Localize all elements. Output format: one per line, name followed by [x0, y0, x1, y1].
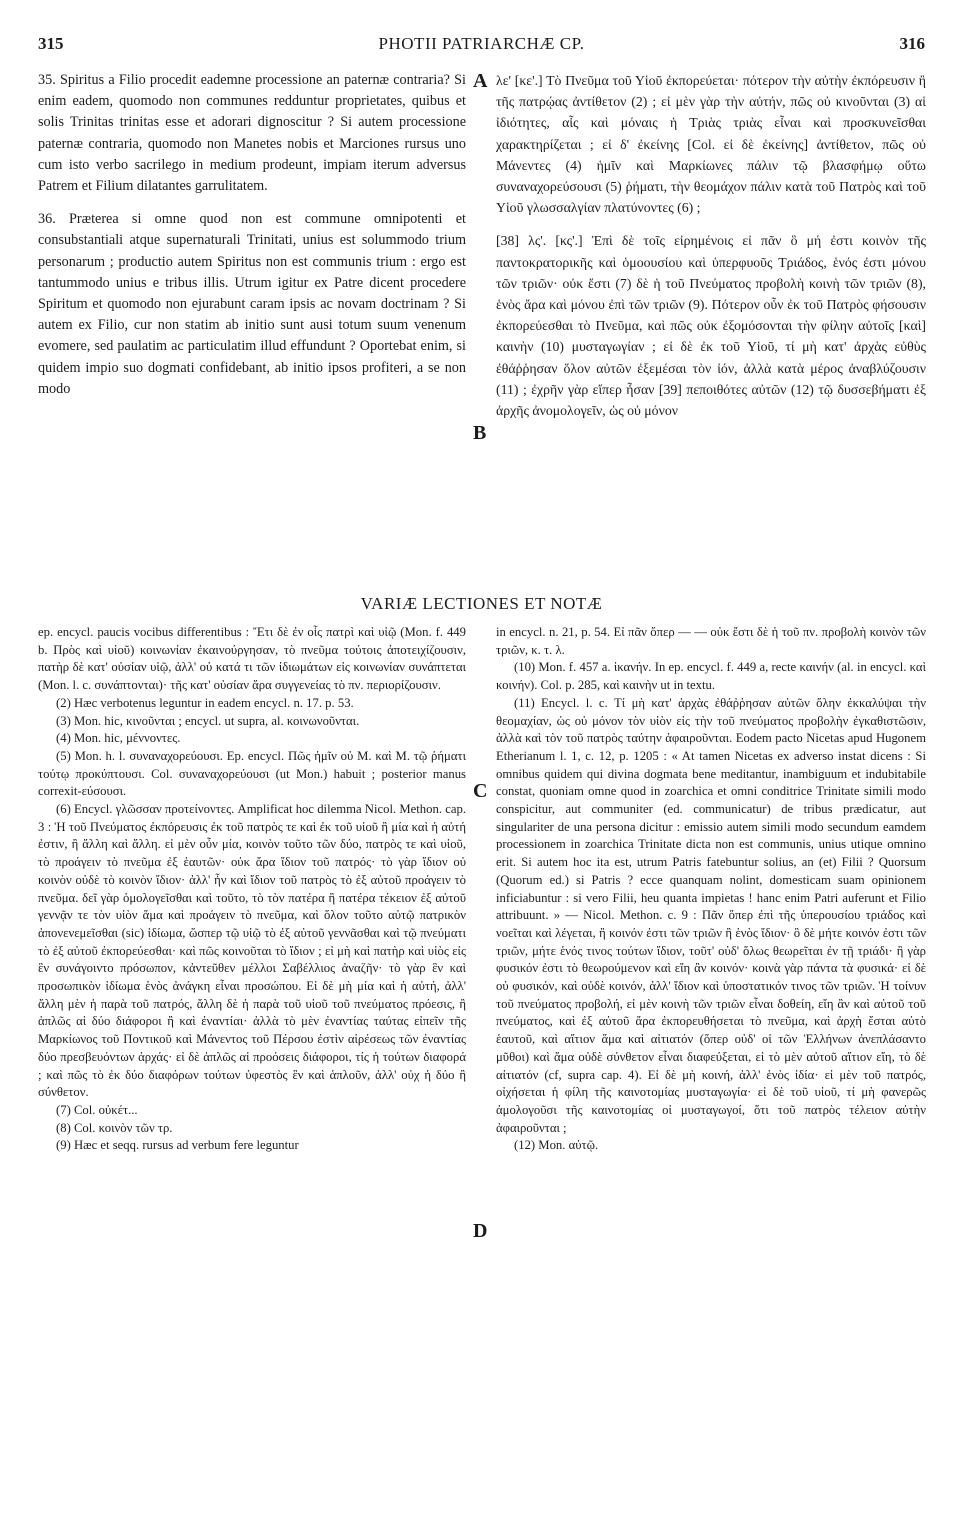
- page-number-left: 315: [38, 34, 64, 53]
- footnote: (12) Mon. αὐτῷ.: [514, 1138, 599, 1153]
- notes-left-column: [38, 624, 466, 1530]
- notes-heading: VARIÆ LECTIONES ET NOTÆ: [360, 594, 603, 613]
- footnote: ep. encycl. paucis vocibus differentibus : Ἔτι δὲ ἐν οἷς πατρὶ καὶ υἱῷ (Mon. f. 449 b. Πρὸς καὶ υἱοῦ) κοινωνίαν ἐκαινούργησαν, τὸ πνεῦμα τούτοις ἀποτειχίζουσιν, πατὴρ δὲ κατ' οὐσίαν υἱῷ, ἀλλ' οὐ κατά τι τῶν ἰδιωμάτων εἰς κοινωνίαν συνάπτεται (Mon. l. c. συνάπτονται)· τῆς κατ' οὐσίαν ἄρα συγγενείας τὸ πν. περιορίζουσιν.: [38, 625, 466, 693]
- footnote: (9) Hæc et seqq. rursus ad verbum fere leguntur: [56, 1138, 299, 1153]
- running-title: PHOTII PATRIARCHÆ CP.: [378, 34, 585, 53]
- footnote: (6) Encycl. γλῶσσαν προτείνοντες. Amplificat hoc dilemma Nicol. Methon. cap. 3 : Ἡ τοῦ Πνεύματος ἐκπόρευσις ἐκ τοῦ πατρὸς τε καὶ ἐκ τοῦ υἱοῦ ἢ μία καὶ ἡ αὐτή ἐστιν, ἢ ἄλλη καὶ ἄλλη. εἰ μὲν οὖν μία, κοινὸν τοῦτο τῶν δύο, πατρὸς τε καὶ υἱοῦ, τὸ προάγειν τὸ πνεῦμα ἐξ ἑαυτῶν· οὐκ ἄρα ἴδιον τοῦ πατρός· τὸ γὰρ ἴδιον οὐ κοινὸν οὐδὲ τὸ κοινὸν ἴδιον· ἀλλ' ἦν καὶ ἴδιον τοῦ πατρὸς τὸ ἐξ αὐτοῦ προάγειν τὸ πνεῦμα. δεῖ γὰρ ὁμολογεῖσθαι καὶ τοῦτο, τὸ τὸν πατέρα ἢ πατέρα τέκειον ἐξ αὐτοῦ γεννᾷν τε τὸν υἱὸν ἅμα καὶ προάγειν τὸ πνεῦμα, καὶ ὅλον τοῦτο αὐτῷ πατρικὸν ἀπονενεμεῖσθαι (sic) ἰδίωμα, ὥσπερ τῷ υἱῷ τὸ ἐξ αὐτοῦ γεννᾶσθαι καὶ τῷ πνεύματι τὸ ἐξ αὐτοῦ ἐκπορεύεσθαι· καὶ πῶς κοινοῦται τὸ ἴδιον ; εἰ μὴ καὶ πατὴρ καὶ υἱὸς εἰς ἓν συνάγοιντο πρόσωπον, κἀντεῦθεν μέλλοι Σαβέλλιος ἀναζῆν· τὸ γὰρ ἓν καὶ προσωπικὸν ἰδίωμα ἑνὸς ἀνάγκη εἶναι προσώπου. Εἰ δὲ μὴ μία καὶ ἡ αὐτή, ἀλλ' ἄλλη μὲν ἡ παρὰ τοῦ πατρός, ἄλλη δὲ ἡ παρὰ τοῦ υἱοῦ τοῦ πνεύματος πρόεσις, ἢ ἁπλῶς αἱ δύο διάφοροι ἢ καὶ ἐναντίαι· ἀλλὰ τὸ μὲν ἐναντίας ταύτας εἰπεῖν τῆς Μαρκίωνος τοῦ Ποντικοῦ καὶ Μάνεντος τοῦ Πέρσου ἐστὶν αἱρέσεως τῶν ἐναντίας δύο πρεσβευόντων ἀρχάς· εἰ δὲ ἁπλῶς αἱ προόσεις διάφοροι, τίς ἡ τούτων διαφορά ; καὶ πῶς τὸ ἐκ δύο διαφόρων τούτων ὑφεστὸς ἓν καὶ ἁπλοῦν, ἀλλ' οὐχ ἡ δύο ἢ σύνθετον.: [38, 802, 466, 1100]
- footnote: (10) Mon. f. 457 a. ἱκανήν. In ep. encycl. f. 449 a, recte καινήν (al. in encycl. καὶ κοινήν). Col. p. 285, καὶ καινὴν ut in textu.: [496, 660, 926, 693]
- footnote: (8) Col. κοινὸν τῶν τρ.: [56, 1120, 173, 1135]
- latin-column: [38, 70, 466, 590]
- greek-paragraph-35: λε' [κε'.] Τὸ Πνεῦμα τοῦ Υἱοῦ ἐκπορεύεται· πότερον τὴν αὐτὴν ἐκπόρευσιν ἢ τῆς πατρῴας ἀντίθετον (2) ; εἰ μὲν γὰρ τὴν αὐτήν, πῶς οὐ κινοῦνται (3) αἱ ἰδιότητες, αἷς καὶ μόναις ἡ Τριὰς τριὰς εἶναι καὶ προσκυνεῖσθαι χαρακτηρίζεται ; εἰ δ' ἐκείνης [Col. εἰ δὲ ἐκείνης] ἀντίθετον, πῶς οὐ Μάνεντες (4) ἡμῖν καὶ Μαρκίωνες πάλιν τῷ βλασφήμῳ οὕτω συναναχορεύσουσι (5) ῥήματι, τὴν θεομάχον πάλιν κατὰ τοῦ Πατρὸς καὶ τοῦ Υἱοῦ γλωσσαλγίαν πλατύνοντες (6) ;: [496, 73, 926, 216]
- section-marker-a: A: [473, 70, 488, 92]
- section-marker-b: B: [473, 422, 487, 444]
- greek-paragraph-36: [38] λς'. [κς'.] Ἐπὶ δὲ τοῖς εἰρημένοις εἰ πᾶν ὃ μή ἐστι κοινὸν τῆς παντοκρατορικῆς καὶ ὁμοουσίου καὶ ὑπερφυοῦς Τριάδος, ἑνός ἐστι μόνου τῶν τριῶν· οὐκ ἔστι (7) δὲ ἡ τοῦ Πνεύματος προβολὴ κοινὴ τῶν τριῶν (8), ἑνὸς ἄρα καὶ μόνου ἐπὶ τῶν τριῶν (9). Πότερον οὖν ἐκ τοῦ Πατρὸς φήσουσιν ἐκπορεύεσθαι τὸ Πνεῦμα, καὶ πῶς οὐκ ἐξομόσονται τὴν φίλην αὐτοῖς [καὶ] καινὴν (10) μυσταγωγίαν ; εἰ δὲ ἐκ τοῦ Υἱοῦ, τί μὴ κατ' ἀρχὰς εὐθὺς ἐθάῤῥησαν ὅλον αὐτῶν ἐξεμέσαι τὸν ἰόν, ἀλλὰ κατὰ μέρος ἀναβλύζουσιν (11) ; ἐχρῆν γὰρ εἴπερ ἦσαν [39] πεποιθότες αὐτῶν (12) τῷ δυσσεβήματι ἐξ ἀρχῆς ἀνομολογεῖν, ὡς οὐ μόνον: [496, 233, 926, 419]
- footnote: (11) Encycl. l. c. Τί μὴ κατ' ἀρχὰς ἐθάῤῥησαν αὐτῶν ὅλην ἐκκαλύψαι τὴν θεομαχίαν, ὡς οὐ μόνον τὸν υἱὸν εἰς τὴν τοῦ πνεύματος προβολὴν ἐγκαθιστῶσιν, ἀλλὰ καὶ τὸν τοῦ πατρὸς ταύτην ἀφαιροῦνται. Eodem pacto Nicetas apud Hugonem Etherianum l. 1, c. 12, p. 1205 : « At tamen Nicetas ex adverso instat dicens : Si omnibus quidem qui divina dogmata bene meditantur, inambiguum et indubitabile constat, quoniam omne quod in zoarchica et omni conditrice Trinitate simili modo conspicitur, aut communiter (ed. communicatur) de tribus prædicatur, aut singulariter de una persona dicitur : emissio autem simili modo secundum eamdem processionem in zoarchica Trinitate dicta non est communis, unius utique omnino erit. Si autem hoc ita est, utrum Patris fatebuntur solius, an (et) Filii ? Quorsum (Quorum ed.) si Patris ? ecce quanquam nolint, domesticam suam opinionem inficiabuntur : si vero Filii, heu quanta impietas ! hanc enim Patri auferunt et Filio attribuunt. » — Nicol. Methon. c. 9 : Πᾶν ὅπερ ἐπὶ τῆς ὑπερουσίου τριάδος καὶ νοεῖται καὶ λέγεται, ἢ κοινόν ἐστι τῶν τριῶν ἢ ἑνὸς ἴδιον· ὃ δὲ μήτε κοινόν ἐστι τῶν τριῶν, μήτε ἑνός τινος τούτων ἴδιον, τοῦτ' οὐδ' ὅλως θεωρεῖται ἐν τῇ τριάδι· ἢ γὰρ φυσικόν ἐστι τὸ θεωρούμενον καὶ εἴη ἂν κοινόν· κοινὰ γὰρ πάντα τὰ φυσικά· εἰ δὲ οὐ φυσικόν, καὶ οὐδὲ κοινόν, ἀλλ' ἴδιον καὶ ὑποστατικόν τινος τῶν τριῶν. Ἡ τοίνυν τοῦ πνεύματος προβολή, εἰ μὲν κοινὴ τῶν τριῶν εἶναι δοθείη, εἴη ἂν καὶ αὐτοῦ τοῦ πνεύματος, καὶ ἐξ αὐτοῦ ἄρα ἐκπορευθήσεται τὸ πνεῦμα, καὶ ἀρχὴ ἔσται αὐτὸ ἑαυτοῦ, καὶ αἴτιον ἅμα καὶ αἰτιατόν (ὅπερ οὐδ' οἱ τῶν Ἑλλήνων ἀνεπλάσαντο μῦθοι) καὶ ἅμα οὐδὲ σύνθετον εἶναι διαφεύξεται, εἰ τὸ μὲν αὐτοῦ αἴτιον εἴη, τὸ δὲ αἰτιατόν (cf, supra cap. 4). Εἰ δὲ μὴ κοινή, ἀλλ' ἑνὸς ἰδία· εἰ μὲν τοῦ πατρός, οἰχήσεται ἡ φίλη τῆς καινοτομίας μυσταγωγία· εἰ δὲ τοῦ υἱοῦ, τί μὴ φανερῶς ἀμολογοῦσι τῆς καινοτομίας οἱ μυσταγωγοί, ὅτι τοῦ πατρὸς τέλειον αὐτὴν ἀφαιροῦνται ;: [496, 695, 926, 1135]
- latin-paragraph-36: 36. Præterea si omne quod non est commune omnipotenti et consubstantiali atque supernaturali Trinitati, unius est solummodo trium personarum ; productio autem Spiritus non est communis trium : ergo est tantummodo unius e tribus illis. Utrum igitur ex Patre dicent procedere Spiritum et quomodo non ejurabunt caram ipsis ac novam doctrinam ? Si autem ex Filio, cur non statim ab initio sunt ausi totum suum venenum evomere, sed paulatim ac particulatim illud effundunt ? Oportebat enim, si quidem impio suo dogmati confidebant, ab initio ipsos profiteri, a se non modo: [38, 211, 466, 397]
- section-marker-d: D: [473, 1220, 488, 1242]
- page-number-right: 316: [899, 34, 925, 53]
- latin-paragraph-35: 35. Spiritus a Filio procedit eademne processione an paternæ contraria? Si enim eadem, quomodo non communes redduntur proprietates, quibus et solis Trinitas trinitas esse et adorari dignoscitur ? Si autem processione paternæ contraria, quomodo non Manetes nobis et Marciones rursus uno cum isto verbo sacrilego in medium prodeunt, impiam iterum adversus Patrem et Filium dilatantes garrulitatem.: [38, 72, 466, 195]
- greek-column: [496, 70, 926, 590]
- footnote: in encycl. n. 21, p. 54. Εἰ πᾶν ὅπερ — — οὐκ ἔστι δὲ ἡ τοῦ πν. προβολὴ κοινὸν τῶν τριῶν, κ. τ. λ.: [496, 625, 926, 657]
- footnote: (3) Mon. hic, κινοῦνται ; encycl. ut supra, al. κοινωνοῦνται.: [56, 713, 360, 728]
- section-marker-c: C: [473, 780, 488, 802]
- running-header: [38, 34, 925, 62]
- footnote: (2) Hæc verbotenus leguntur in eadem encycl. n. 17. p. 53.: [56, 695, 354, 710]
- footnote: (7) Col. οὐκέτ...: [56, 1102, 138, 1117]
- notes-right-column: [496, 624, 926, 1530]
- footnote: (5) Mon. h. l. συναναχορεύουσι. Ep. encycl. Πῶς ἡμῖν οὐ Μ. καὶ Μ. τῷ ῥήματι τούτῳ προκύπτουσι. Col. συναναχορεύουσι (ut Mon.) habuit ; posterior manus correxit-εύσουσι.: [38, 748, 466, 799]
- footnote: (4) Mon. hic, μέννοντες.: [56, 731, 181, 746]
